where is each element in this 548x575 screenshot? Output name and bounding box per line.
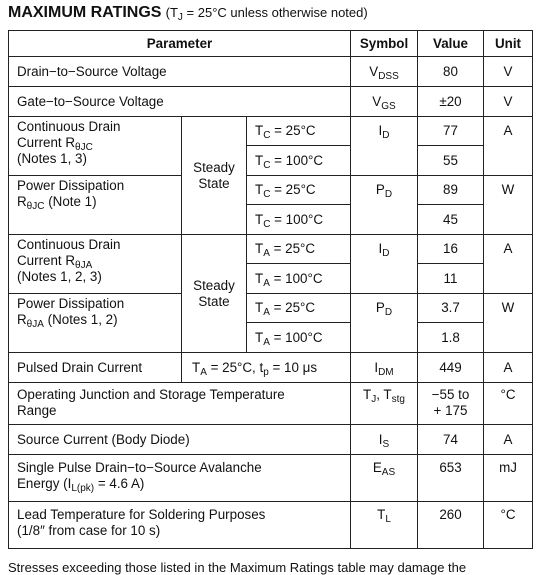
page-title	[8, 4, 368, 22]
unit-cell: A	[484, 353, 533, 383]
value-cell: 3.7	[418, 294, 484, 323]
table-row	[9, 502, 533, 549]
table-row	[9, 455, 533, 502]
title-main: MAXIMUM RATINGS	[8, 4, 162, 21]
param-cell: Pulsed Drain Current	[9, 353, 182, 383]
steady-state-cell: Steady State	[182, 235, 247, 353]
symbol-cell: $E_{AS}$	[351, 455, 418, 502]
table-row	[9, 87, 533, 117]
steady-state-cell: Steady State	[182, 117, 247, 235]
value-cell: ±20	[418, 87, 484, 117]
header-parameter: Parameter	[9, 31, 351, 57]
symbol-cell: $V_{GS}$	[351, 87, 418, 117]
param-cell: Power Dissipation $R_{\theta JA}$ (Notes 1, 2)	[9, 294, 182, 353]
unit-cell: °C	[484, 502, 533, 549]
param-cell: Single Pulse Drain−to−Source Avalanche Energy ($I_{L(pk)} = 4.6$ A)	[9, 455, 351, 502]
unit-cell: A	[484, 235, 533, 294]
condition-cell: $T_C = 25^\circ C$	[247, 117, 351, 146]
condition-cell: $T_A = 100^\circ C$	[247, 323, 351, 353]
unit-cell: A	[484, 117, 533, 176]
unit-cell: W	[484, 176, 533, 235]
table-row	[9, 294, 533, 323]
condition-cell: $T_A = 25^\circ C$	[247, 235, 351, 264]
param-cell: Lead Temperature for Soldering Purposes (1/8″ from case for 10 s)	[9, 502, 351, 549]
symbol-cell: $T_J$, $T_{stg}$	[351, 383, 418, 425]
symbol-cell: $I_D$	[351, 117, 418, 176]
table-row	[9, 117, 533, 146]
title-condition: ($T_J = 25^\circ C$ unless otherwise noted)	[165, 5, 368, 23]
symbol-cell: $P_D$	[351, 176, 418, 235]
param-cell: Power Dissipation $R_{\theta JC}$ (Note 1)	[9, 176, 182, 235]
table-row	[9, 57, 533, 87]
unit-cell: mJ	[484, 455, 533, 502]
symbol-cell: $P_D$	[351, 294, 418, 353]
symbol-cell: $V_{DSS}$	[351, 57, 418, 87]
param-cell: Operating Junction and Storage Temperature Range	[9, 383, 351, 425]
symbol-cell: $I_{DM}$	[351, 353, 418, 383]
value-cell: 55	[418, 146, 484, 176]
condition-cell: $T_A = 100^\circ C$	[247, 264, 351, 294]
table-row	[9, 383, 533, 425]
value-cell: 89	[418, 176, 484, 205]
value-cell: 653	[418, 455, 484, 502]
unit-cell: W	[484, 294, 533, 353]
value-cell: 74	[418, 425, 484, 455]
maximum-ratings-table	[8, 30, 533, 549]
table-row	[9, 176, 533, 205]
condition-cell: $T_C = 100^\circ C$	[247, 146, 351, 176]
unit-cell: A	[484, 425, 533, 455]
value-cell: 449	[418, 353, 484, 383]
value-cell: 45	[418, 205, 484, 235]
param-cell: Continuous Drain Current $R_{\theta JA}$ (Notes 1, 2, 3)	[9, 235, 182, 294]
header-value: Value	[418, 31, 484, 57]
footer-note: Stresses exceeding those listed in the Maximum Ratings table may damage the	[8, 560, 467, 575]
value-cell: 77	[418, 117, 484, 146]
unit-cell: °C	[484, 383, 533, 425]
param-cell: Continuous Drain Current $R_{\theta JC}$ (Notes 1, 3)	[9, 117, 182, 176]
value-cell: 11	[418, 264, 484, 294]
condition-cell: $T_A = 25^\circ C$	[247, 294, 351, 323]
unit-cell: V	[484, 57, 533, 87]
condition-cell: $T_A = 25^\circ C$, $t_p = 10$ μs	[182, 353, 351, 383]
condition-cell: $T_C = 25^\circ C$	[247, 176, 351, 205]
value-cell: 1.8	[418, 323, 484, 353]
param-cell: Drain−to−Source Voltage	[9, 57, 351, 87]
header-row	[9, 31, 533, 57]
value-cell: −55 to + 175	[418, 383, 484, 425]
condition-cell: $T_C = 100^\circ C$	[247, 205, 351, 235]
table-row	[9, 353, 533, 383]
param-cell: Source Current (Body Diode)	[9, 425, 351, 455]
symbol-cell: $T_L$	[351, 502, 418, 549]
value-cell: 80	[418, 57, 484, 87]
header-unit: Unit	[484, 31, 533, 57]
unit-cell: V	[484, 87, 533, 117]
header-symbol: Symbol	[351, 31, 418, 57]
table-row	[9, 425, 533, 455]
value-cell: 260	[418, 502, 484, 549]
symbol-cell: $I_D$	[351, 235, 418, 294]
symbol-cell: $I_S$	[351, 425, 418, 455]
value-cell: 16	[418, 235, 484, 264]
param-cell: Gate−to−Source Voltage	[9, 87, 351, 117]
table-row	[9, 235, 533, 264]
